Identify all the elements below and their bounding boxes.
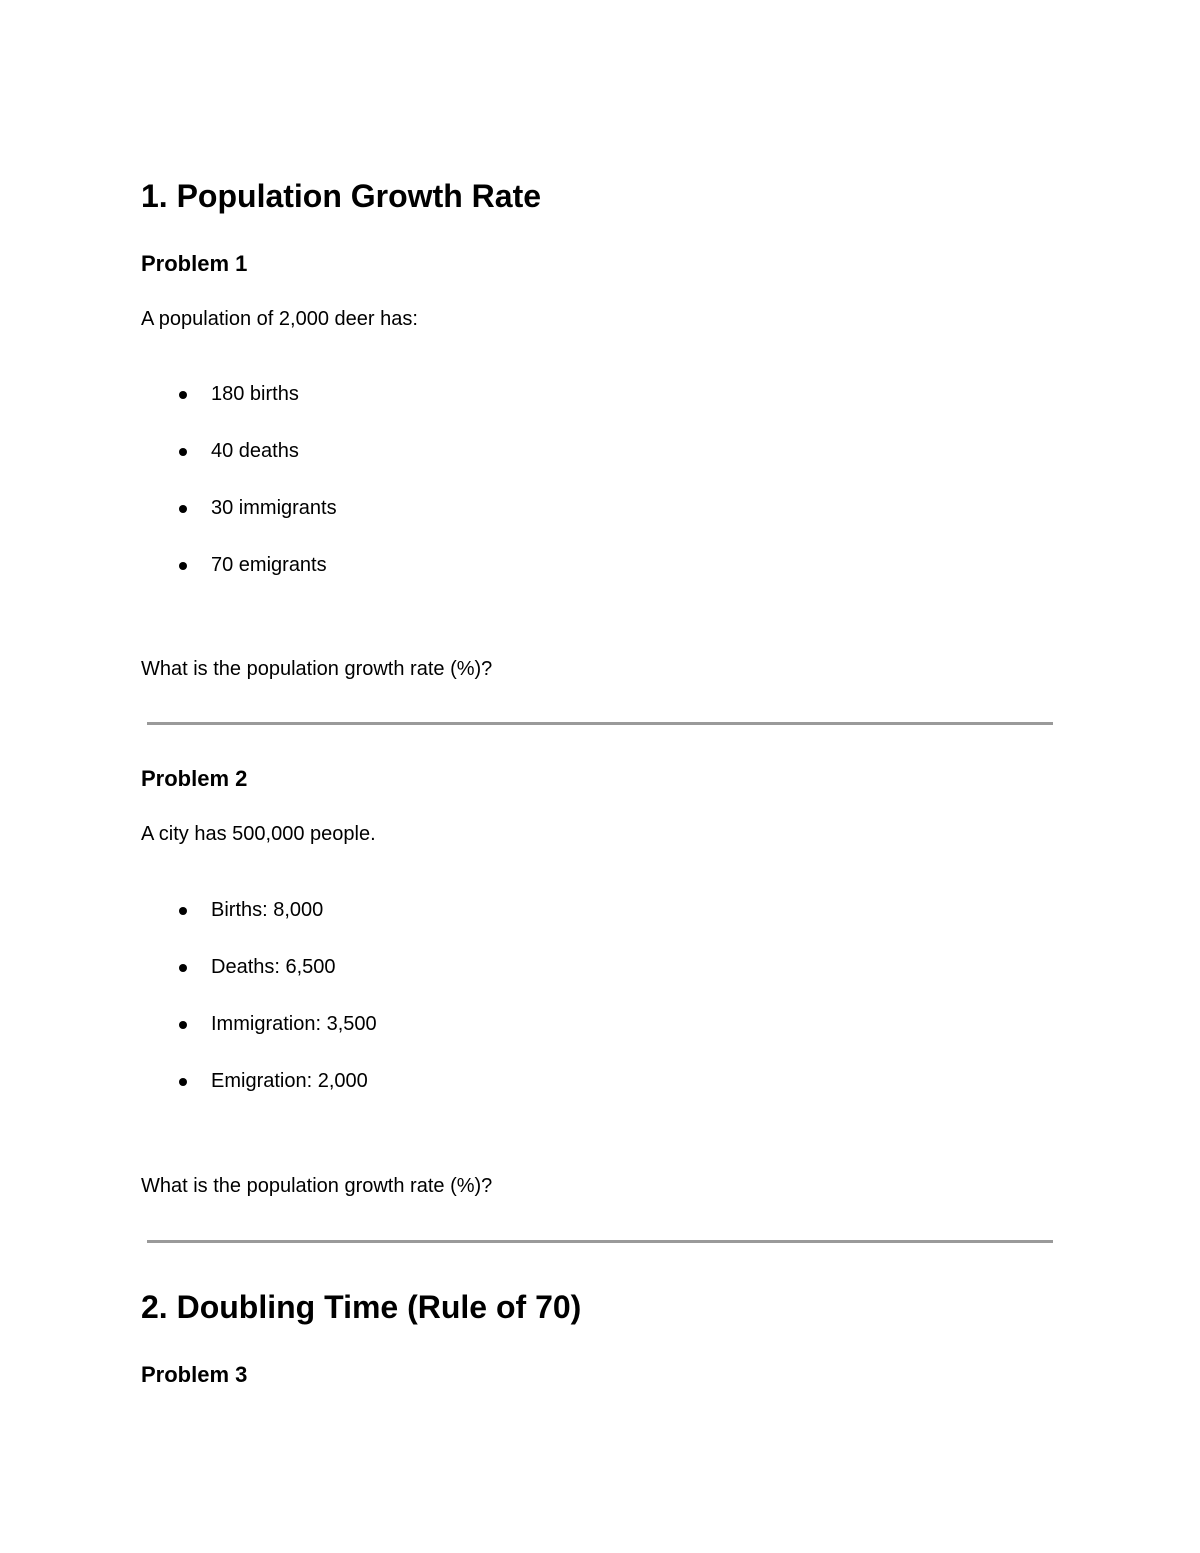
- problem-3-title: Problem 3: [141, 1362, 248, 1387]
- bullet-icon: [179, 448, 187, 456]
- problem-2-intro: A city has 500,000 people.: [141, 823, 376, 845]
- section-title-doubling-time: 2. Doubling Time (Rule of 70): [141, 1289, 582, 1325]
- list-item: [0, 438, 400, 464]
- bullet-icon: [179, 964, 187, 972]
- list-item-text: Emigration: 2,000: [211, 1070, 368, 1092]
- bullet-icon: [179, 391, 187, 399]
- list-item: [0, 954, 400, 980]
- problem-1-title: Problem 1: [141, 251, 248, 276]
- list-item: [0, 1011, 400, 1037]
- problem-1-question: What is the population growth rate (%)?: [141, 658, 493, 680]
- list-item-text: 30 immigrants: [211, 497, 337, 519]
- list-item-text: 40 deaths: [211, 440, 299, 462]
- list-item-text: Immigration: 3,500: [211, 1013, 377, 1035]
- list-item-text: 180 births: [211, 383, 299, 405]
- bullet-icon: [179, 907, 187, 915]
- list-item-text: 70 emigrants: [211, 554, 327, 576]
- list-item: [0, 1068, 400, 1094]
- list-item-text: Deaths: 6,500: [211, 956, 336, 978]
- divider: [147, 1240, 1053, 1243]
- divider: [147, 722, 1053, 725]
- section-title-population-growth-rate: 1. Population Growth Rate: [141, 178, 542, 214]
- list-item-text: Births: 8,000: [211, 899, 324, 921]
- bullet-icon: [179, 1078, 187, 1086]
- problem-1-intro: A population of 2,000 deer has:: [141, 308, 418, 330]
- problem-2-question: What is the population growth rate (%)?: [141, 1175, 493, 1197]
- bullet-icon: [179, 1021, 187, 1029]
- list-item: [0, 552, 400, 578]
- list-item: [0, 897, 400, 923]
- bullet-icon: [179, 505, 187, 513]
- list-item: [0, 381, 400, 407]
- bullet-icon: [179, 562, 187, 570]
- list-item: [0, 495, 400, 521]
- problem-2-title: Problem 2: [141, 766, 248, 791]
